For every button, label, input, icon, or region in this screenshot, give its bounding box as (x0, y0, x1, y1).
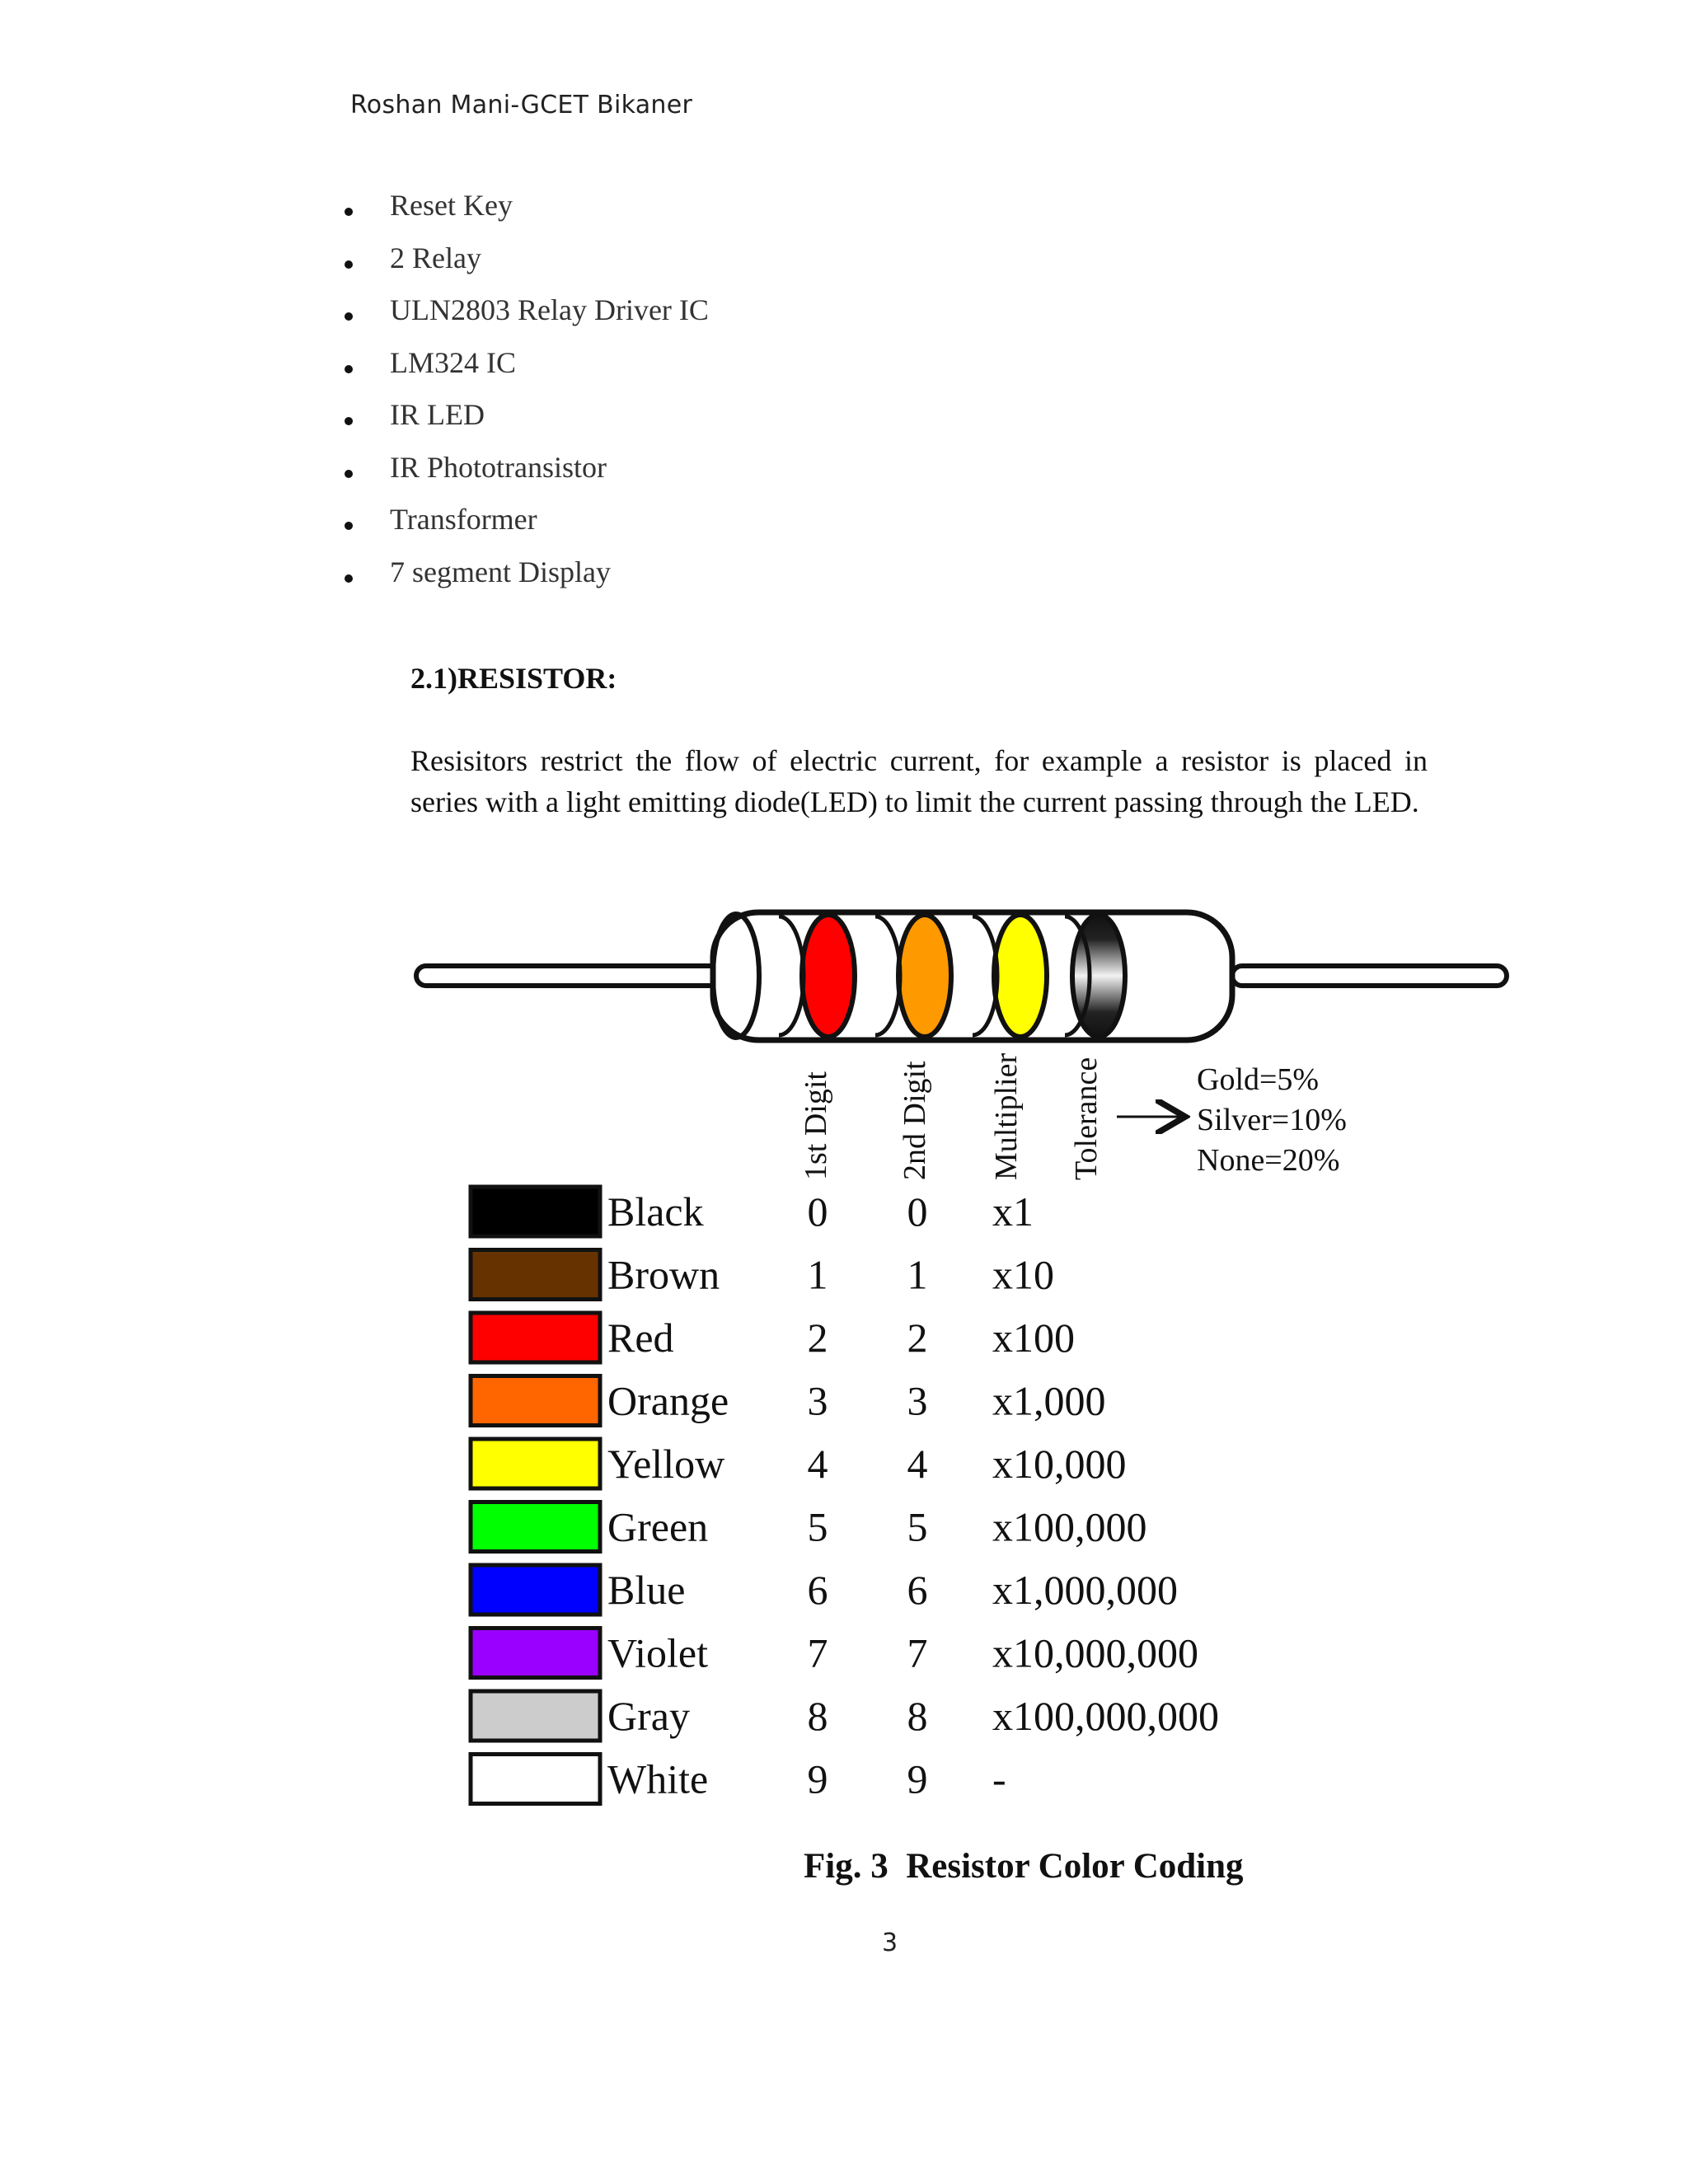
second-digit-value: 0 (907, 1188, 928, 1235)
tolerance-value: Silver=10% (1197, 1103, 1347, 1137)
first-digit-value: 9 (807, 1755, 828, 1802)
color-swatch (471, 1755, 600, 1804)
second-digit-value: 8 (907, 1693, 928, 1739)
multiplier-value: x1,000 (992, 1377, 1106, 1424)
color-swatch (471, 1565, 600, 1615)
table-row (471, 1439, 1127, 1488)
band-labels (799, 1053, 1104, 1180)
second-digit-value: 6 (907, 1567, 928, 1613)
color-name: Orange (607, 1377, 729, 1424)
first-digit-value: 7 (807, 1629, 828, 1676)
second-digit-value: 3 (907, 1377, 928, 1424)
color-name: Green (607, 1503, 709, 1550)
color-swatch (471, 1376, 600, 1426)
table-row (471, 1755, 1006, 1804)
band-label: 2nd Digit (898, 1061, 932, 1180)
first-digit-value: 1 (807, 1251, 828, 1298)
color-name: Red (607, 1315, 674, 1361)
color-swatch (471, 1439, 600, 1488)
multiplier-value: x100,000 (992, 1503, 1147, 1550)
band-label: Multiplier (989, 1052, 1024, 1180)
table-row (471, 1250, 1054, 1300)
color-swatch (471, 1629, 600, 1678)
color-swatch (471, 1313, 600, 1362)
second-digit-value: 9 (907, 1755, 928, 1802)
second-digit-value: 4 (907, 1441, 928, 1487)
color-name: Yellow (607, 1441, 725, 1487)
table-row (471, 1565, 1178, 1615)
table-row (471, 1376, 1106, 1426)
right-lead-wire (1232, 966, 1507, 986)
resistor-band-2 (898, 915, 951, 1037)
section-heading: 2.1)RESISTOR: (410, 662, 617, 695)
page-number: 3 (882, 1929, 898, 1957)
table-row (471, 1691, 1219, 1741)
multiplier-value: x10,000,000 (992, 1629, 1198, 1676)
resistor-body (713, 912, 1232, 1040)
first-digit-value: 5 (807, 1503, 828, 1550)
first-digit-value: 4 (807, 1441, 828, 1487)
page-header-author: Roshan Mani-GCET Bikaner (350, 91, 693, 120)
resistor-band-3 (994, 915, 1047, 1037)
tolerance-values (1197, 1062, 1347, 1178)
table-row (471, 1187, 1034, 1236)
color-swatch (471, 1250, 600, 1300)
section-paragraph: Resisitors restrict the flow of electric current, for example a resistor is placed in series with a light emitting diode(LED) to limit the current passing through the LED. (410, 744, 1428, 818)
color-swatch (471, 1691, 600, 1741)
color-name: Gray (607, 1693, 690, 1739)
color-name: Blue (607, 1567, 686, 1613)
table-row (471, 1502, 1147, 1552)
multiplier-value: x100 (992, 1315, 1075, 1361)
color-name: White (607, 1755, 709, 1802)
resistor-band-1 (802, 915, 855, 1037)
tolerance-value: None=20% (1197, 1143, 1340, 1178)
first-digit-value: 6 (807, 1567, 828, 1613)
color-name: Brown (607, 1251, 720, 1298)
color-name: Black (607, 1188, 704, 1235)
color-name: Violet (607, 1629, 708, 1676)
table-row (471, 1313, 1075, 1362)
figure-caption: Fig. 3 Resistor Color Coding (804, 1847, 1244, 1886)
multiplier-value: x10,000 (992, 1441, 1127, 1487)
band-label: Tolerance (1069, 1057, 1104, 1180)
first-digit-value: 3 (807, 1377, 828, 1424)
left-lead-wire (416, 966, 728, 986)
document-page: Roshan Mani-GCET Bikaner Reset Key 2 Relay ULN2803 Relay Driver IC LM324 IC IR LED IR Phototransistor Transformer 7 segment Display 2.1)RESISTOR: Resisitors restrict the flow of electric current, for example a resistor is placed in series with a light emitting diode(LED) to limit the current passing through the LED. 1st Digit 2nd Digit Multiplier Tolerance Gold=5% Silver=10% None=20% Black 0 0 x1 Brown 1 1 x10 Red 2 2 x100 Orange 3 3 x1,000 Yellow 4 4 x10,000 Green 5 5 x100,000 Blue 6 6 x1,000,000 Violet 7 7 x10,000,000 Gray 8 8 x100,000,000 White 9 9 - Fig. 3 Resistor Color Coding 3 (0, 0, 1688, 2184)
multiplier-value: x100,000,000 (992, 1693, 1219, 1739)
color-swatch (471, 1502, 600, 1552)
color-swatch (471, 1187, 600, 1236)
multiplier-value: - (992, 1755, 1006, 1802)
multiplier-value: x10 (992, 1251, 1054, 1298)
color-code-table (471, 1187, 1219, 1804)
second-digit-value: 5 (907, 1503, 928, 1550)
multiplier-value: x1,000,000 (992, 1567, 1178, 1613)
table-row (471, 1629, 1198, 1678)
multiplier-value: x1 (992, 1188, 1034, 1235)
first-digit-value: 2 (807, 1315, 828, 1361)
first-digit-value: 0 (807, 1188, 828, 1235)
second-digit-value: 1 (907, 1251, 928, 1298)
first-digit-value: 8 (807, 1693, 828, 1739)
tolerance-value: Gold=5% (1197, 1062, 1320, 1097)
band-label: 1st Digit (799, 1071, 833, 1180)
second-digit-value: 7 (907, 1629, 928, 1676)
second-digit-value: 2 (907, 1315, 928, 1361)
